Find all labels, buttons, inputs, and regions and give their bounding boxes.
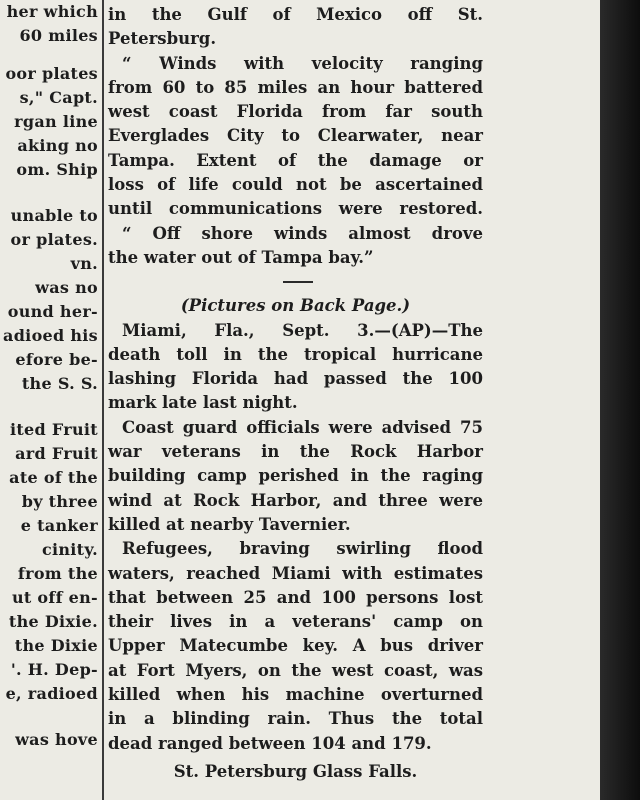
intro-line: “ Off shore winds almost drove	[122, 223, 483, 243]
left-line	[0, 48, 98, 62]
article-column	[108, 0, 483, 784]
left-line: the S. S.	[21, 374, 98, 393]
body-line: that between 25 and 100 persons lost	[108, 587, 483, 607]
subhead: St. Petersburg Glass Falls.	[173, 761, 418, 781]
body-line: mark late last night.	[108, 393, 298, 413]
left-line: efore be-	[15, 350, 98, 369]
left-line: aking no	[17, 136, 98, 155]
body-line: building camp perished in the raging	[108, 466, 483, 486]
left-line	[0, 182, 98, 204]
pictures-note: (Pictures on Back Page.)	[180, 296, 411, 316]
intro-line: loss of life could not be ascertained	[108, 175, 483, 195]
body-line: Upper Matecumbe key. A bus driver	[108, 636, 483, 656]
left-line: e tanker	[20, 516, 98, 535]
body-line: Miami, Fla., Sept. 3.—(AP)—The	[122, 320, 483, 340]
body-line: killed when his machine overturned	[108, 685, 483, 705]
left-line: was hove	[15, 730, 98, 749]
body-line: dead ranged between 104 and 179.	[108, 733, 432, 753]
intro-line: Petersburg.	[108, 29, 217, 49]
intro-line: Everglades City to Clearwater, near	[108, 126, 483, 146]
body-line: death toll in the tropical hurricane	[108, 344, 483, 364]
intro-line: until communications were restored.	[108, 199, 483, 219]
left-line: '. H. Dep-	[10, 660, 98, 679]
body-line: waters, reached Miami with estimates	[108, 563, 483, 583]
body-line: Refugees, braving swirling flood	[122, 539, 483, 559]
left-line: ate of the	[9, 468, 98, 487]
background-edge	[600, 0, 640, 800]
left-line: oor plates	[5, 64, 98, 83]
left-line: ut off en-	[11, 588, 98, 607]
body-line: war veterans in the Rock Harbor	[108, 442, 483, 462]
left-line: e, radioed	[5, 684, 98, 703]
left-line: ound her-	[7, 302, 98, 321]
body-line: killed at nearby Tavernier.	[108, 514, 351, 534]
left-line: or plates.	[10, 230, 98, 249]
body-line: lashing Florida had passed the 100	[108, 369, 483, 389]
body-line: Coast guard officials were advised 75	[122, 417, 483, 437]
left-line: vn.	[70, 254, 98, 273]
left-line: by three	[21, 492, 98, 511]
left-column	[0, 0, 98, 752]
left-line: s," Capt.	[19, 88, 98, 107]
intro-line: west coast Florida from far south	[108, 102, 483, 122]
left-line: adioed his	[3, 326, 98, 345]
left-line: ard Fruit	[15, 444, 98, 463]
left-line: om. Ship	[16, 160, 98, 179]
left-line: was no	[35, 278, 98, 297]
left-line: ited Fruit	[9, 420, 98, 439]
left-line: from the	[17, 564, 98, 583]
section-divider	[108, 270, 483, 294]
intro-line: “ Winds with velocity ranging	[122, 53, 483, 73]
left-line: rgan line	[14, 112, 98, 131]
intro-line: Tampa. Extent of the damage or	[108, 150, 483, 170]
body-line: at Fort Myers, on the west coast, was	[108, 660, 483, 680]
left-line: unable to	[10, 206, 98, 225]
left-line	[0, 396, 98, 418]
left-line: her which	[6, 2, 98, 21]
body-line: their lives in a veterans' camp on	[108, 612, 483, 632]
intro-line: the water out of Tampa bay.”	[108, 247, 374, 267]
body-line: in a blinding rain. Thus the total	[108, 709, 483, 729]
left-line: 60 miles	[19, 26, 98, 45]
column-rule	[102, 0, 104, 800]
left-line: the Dixie	[14, 636, 98, 655]
left-line: the Dixie.	[8, 612, 98, 631]
intro-line: in the Gulf of Mexico off St.	[108, 5, 483, 24]
left-line: cinity.	[41, 540, 98, 559]
body-line: wind at Rock Harbor, and three were	[108, 490, 483, 510]
intro-line: from 60 to 85 miles an hour battered	[108, 77, 483, 97]
left-line	[0, 706, 98, 728]
